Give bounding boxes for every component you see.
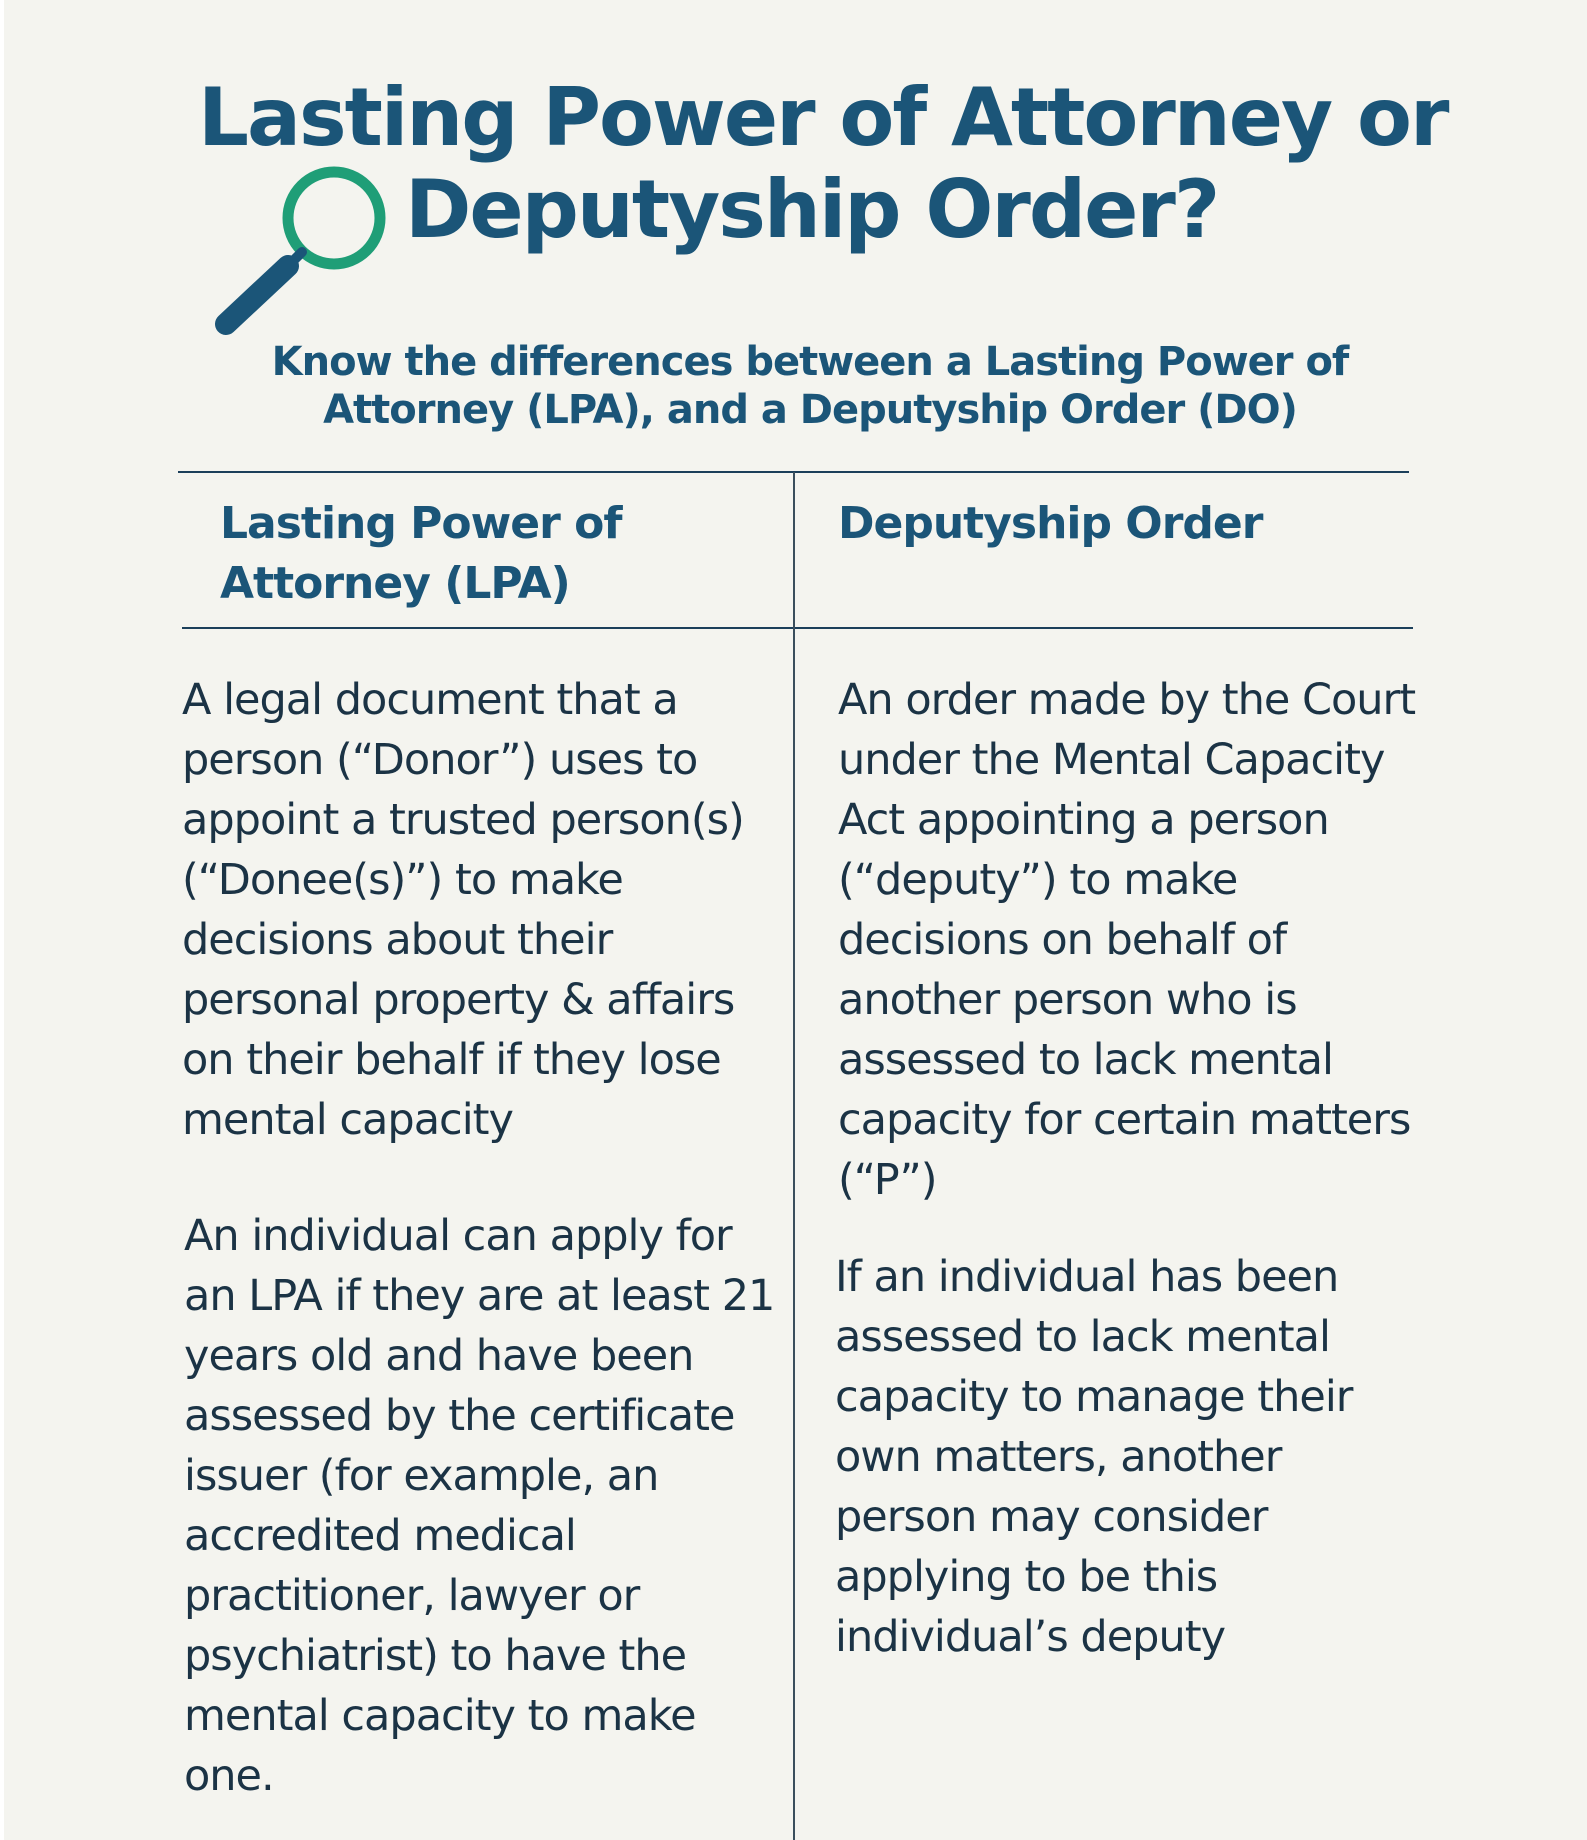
- deputyship-definition: An order made by the Court under the Mental Capacity Act appointing a person (“deputy”) to make decisions on behalf of another person who is assessed to lack mental capacity for certain matters (“P”): [838, 675, 1416, 1205]
- column-heading-deputyship: Deputyship Order: [838, 498, 1263, 549]
- subtitle: Know the differences between a Lasting Power of Attorney (LPA), and a Deputyship Order (DO): [271, 339, 1349, 433]
- page-title-line-2: Deputyship Order?: [405, 163, 1219, 256]
- table-header-rule: [182, 627, 1413, 629]
- lpa-eligibility: An individual can apply for an LPA if they are at least 21 years old and have been assessed by the certificate issuer (for example, an accredited medical practitioner, lawyer or psychiatrist) to have the mental capacity to make one.: [184, 1211, 775, 1801]
- lpa-definition: A legal document that a person (“Donor”) uses to appoint a trusted person(s) (“Donee(s)”) to make decisions about their personal property & affairs on their behalf if they lose mental capacity: [182, 675, 744, 1145]
- column-divider: [793, 472, 795, 1840]
- lens-handle: [226, 266, 288, 324]
- page-edge: [0, 0, 4, 1840]
- magnifying-glass-icon: [210, 160, 400, 340]
- deputyship-eligibility: If an individual has been assessed to lack mental capacity to manage their own matters, another person may consider applying to be this individual’s deputy: [835, 1252, 1353, 1662]
- page-title-line-1: Lasting Power of Attorney or: [198, 71, 1448, 164]
- column-heading-lpa: Lasting Power of Attorney (LPA): [220, 498, 622, 609]
